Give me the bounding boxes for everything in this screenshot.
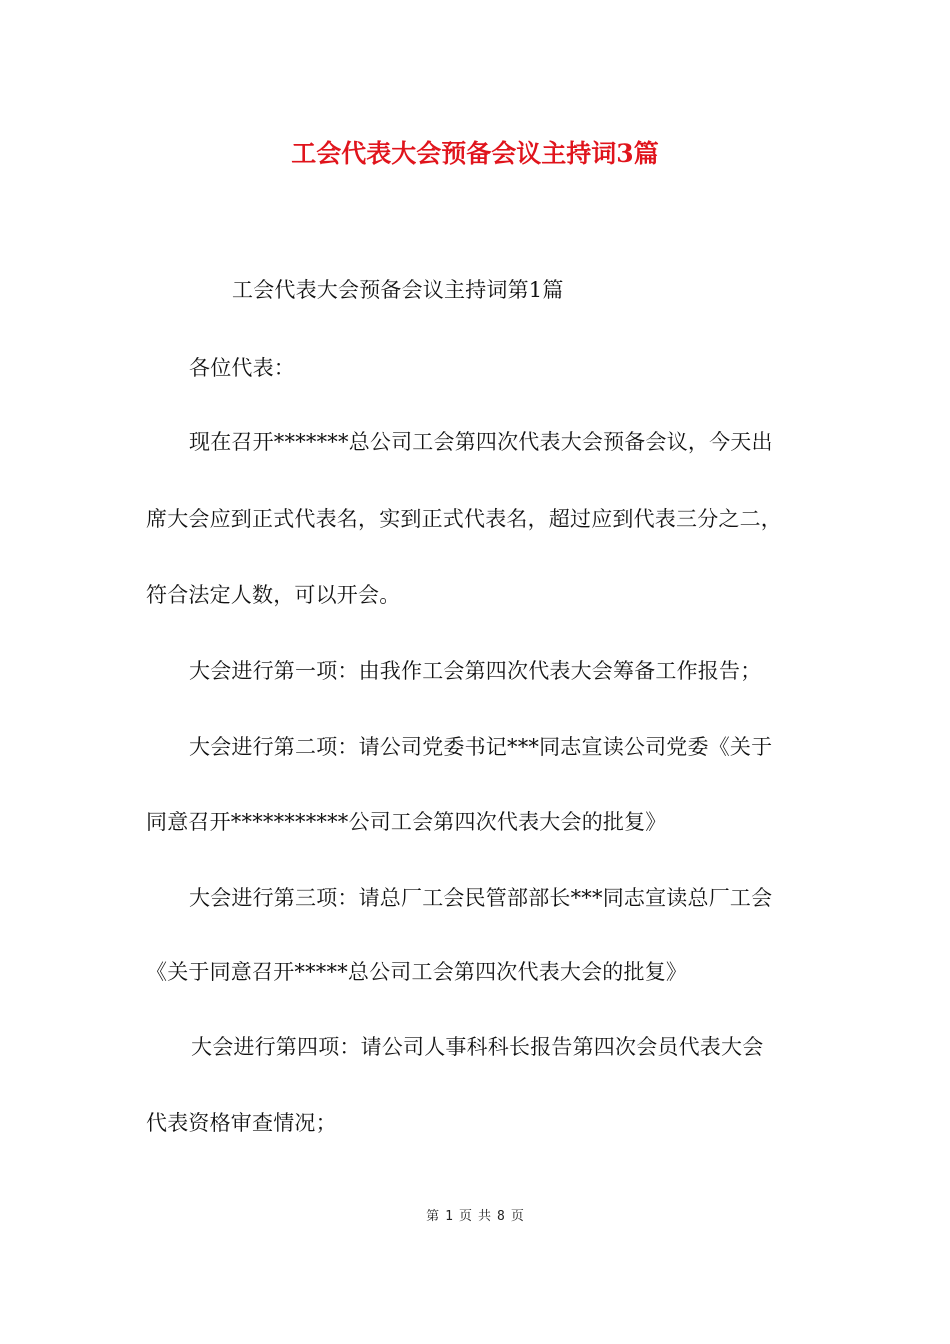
document-title: 工会代表大会预备会议主持词3篇 bbox=[291, 139, 659, 168]
paragraph-line: 大会进行第一项：由我作工会第四次代表大会筹备工作报告； bbox=[189, 659, 762, 683]
salutation: 各位代表： bbox=[189, 356, 295, 380]
total-pages: 8 bbox=[497, 1209, 505, 1224]
paragraph-line: 大会进行第二项：请公司党委书记***同志宣读公司党委《关于 bbox=[189, 735, 773, 759]
paragraph-line: 同意召开***********公司工会第四次代表大会的批复》 bbox=[146, 810, 667, 834]
paragraph-line: 席大会应到正式代表名，实到正式代表名，超过应到代表三分之二， bbox=[146, 507, 782, 531]
paragraph-line: 符合法定人数，可以开会。 bbox=[146, 583, 401, 607]
paragraph-line: 大会进行第三项：请总厂工会民管部部长***同志宣读总厂工会 bbox=[189, 886, 773, 910]
page-prefix: 第 bbox=[426, 1209, 440, 1224]
paragraph-line: 大会进行第四项：请公司人事科科长报告第四次会员代表大会 bbox=[191, 1035, 764, 1059]
page-unit: 页 bbox=[458, 1209, 472, 1224]
paragraph-line: 现在召开*******总公司工会第四次代表大会预备会议，今天出 bbox=[189, 430, 773, 454]
total-unit: 页 bbox=[510, 1209, 524, 1224]
paragraph-line: 代表资格审查情况； bbox=[146, 1111, 337, 1135]
section-heading: 工会代表大会预备会议主持词第1篇 bbox=[232, 278, 564, 302]
page-footer bbox=[0, 1207, 950, 1227]
paragraph-line: 《关于同意召开*****总公司工会第四次代表大会的批复》 bbox=[146, 960, 688, 984]
total-prefix: 共 bbox=[478, 1209, 492, 1224]
page-number: 1 bbox=[445, 1209, 453, 1224]
